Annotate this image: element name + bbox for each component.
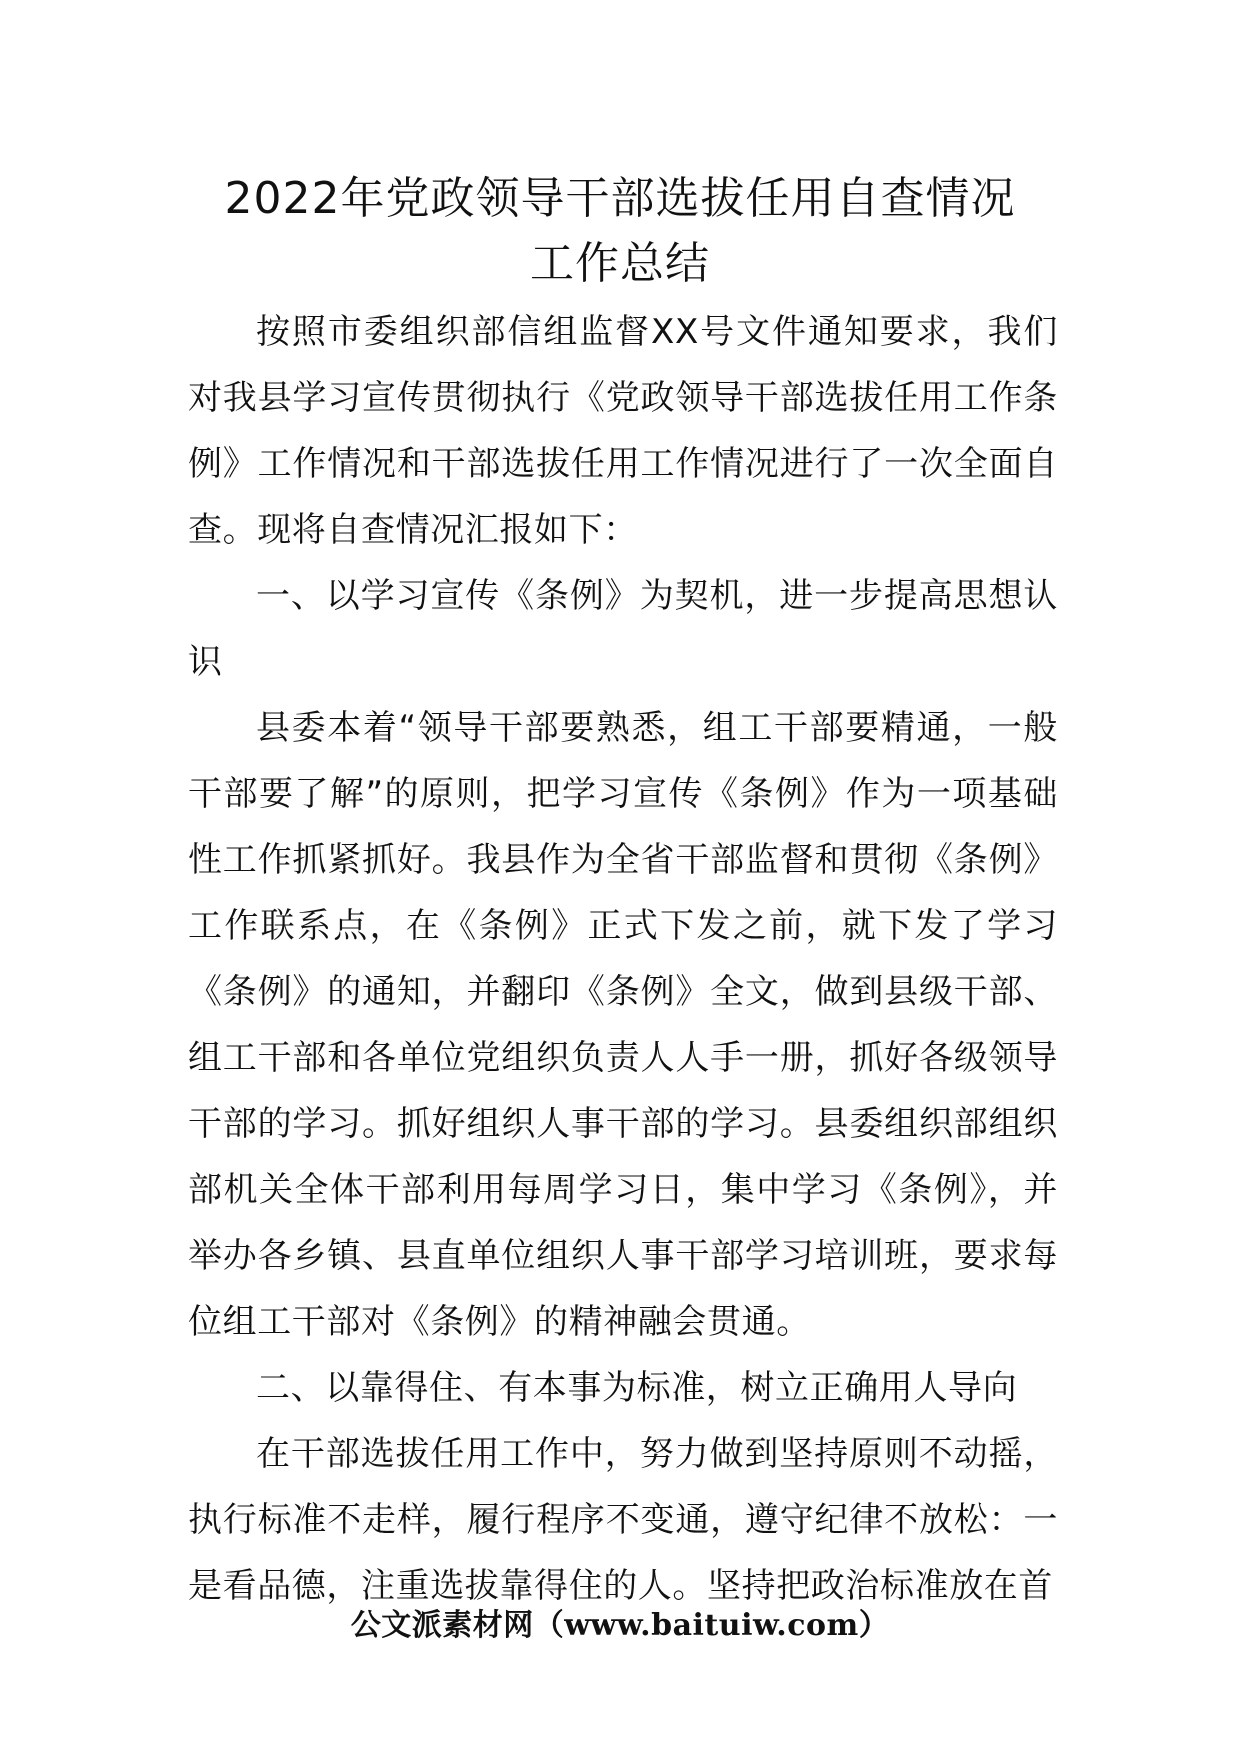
section-1-paragraph: 县委本着“领导干部要熟悉，组工干部要精通，一般干部要了解”的原则，把学习宣传《条例》作为一项基础性工作抓紧抓好。我县作为全省干部监督和贯彻《条例》工作联系点，在《条例》正式下发之前，就下发了学习《条例》的通知，并翻印《条例》全文，做到县级干部、组工干部和各单位党组织负责人人手一册，抓好各级领导干部的学习。抓好组织人事干部的学习。县委组织部组织部机关全体干部利用每周学习日，集中学习《条例》，并举办各乡镇、县直单位组织人事干部学习培训班，要求每位组工干部对《条例》的精神融会贯通。 [188, 708, 1058, 1342]
document-body [188, 299, 1058, 1619]
section-2-paragraph: 在干部选拔任用工作中，努力做到坚持原则不动摇，执行标准不走样，履行程序不变通，遵守纪律不放松：一是看品德，注重选拔靠得住的人。坚持把政治标准放在首 [188, 1434, 1058, 1606]
document-title-line-2: 工作总结 [530, 238, 710, 289]
document-title-line-1: 2022年党政领导干部选拔任用自查情况 [224, 173, 1016, 224]
footer-watermark: 公文派素材网（www.baituiw.com） [350, 1608, 890, 1643]
section-heading-2: 二、以靠得住、有本事为标准，树立正确用人导向 [256, 1368, 1018, 1408]
intro-paragraph: 按照市委组织部信组监督XX号文件通知要求，我们对我县学习宣传贯彻执行《党政领导干部选拔任用工作条例》工作情况和干部选拔任用工作情况进行了一次全面自查。现将自查情况汇报如下： [188, 312, 1058, 550]
section-heading-1: 一、以学习宣传《条例》为契机，进一步提高思想认识 [188, 576, 1058, 682]
